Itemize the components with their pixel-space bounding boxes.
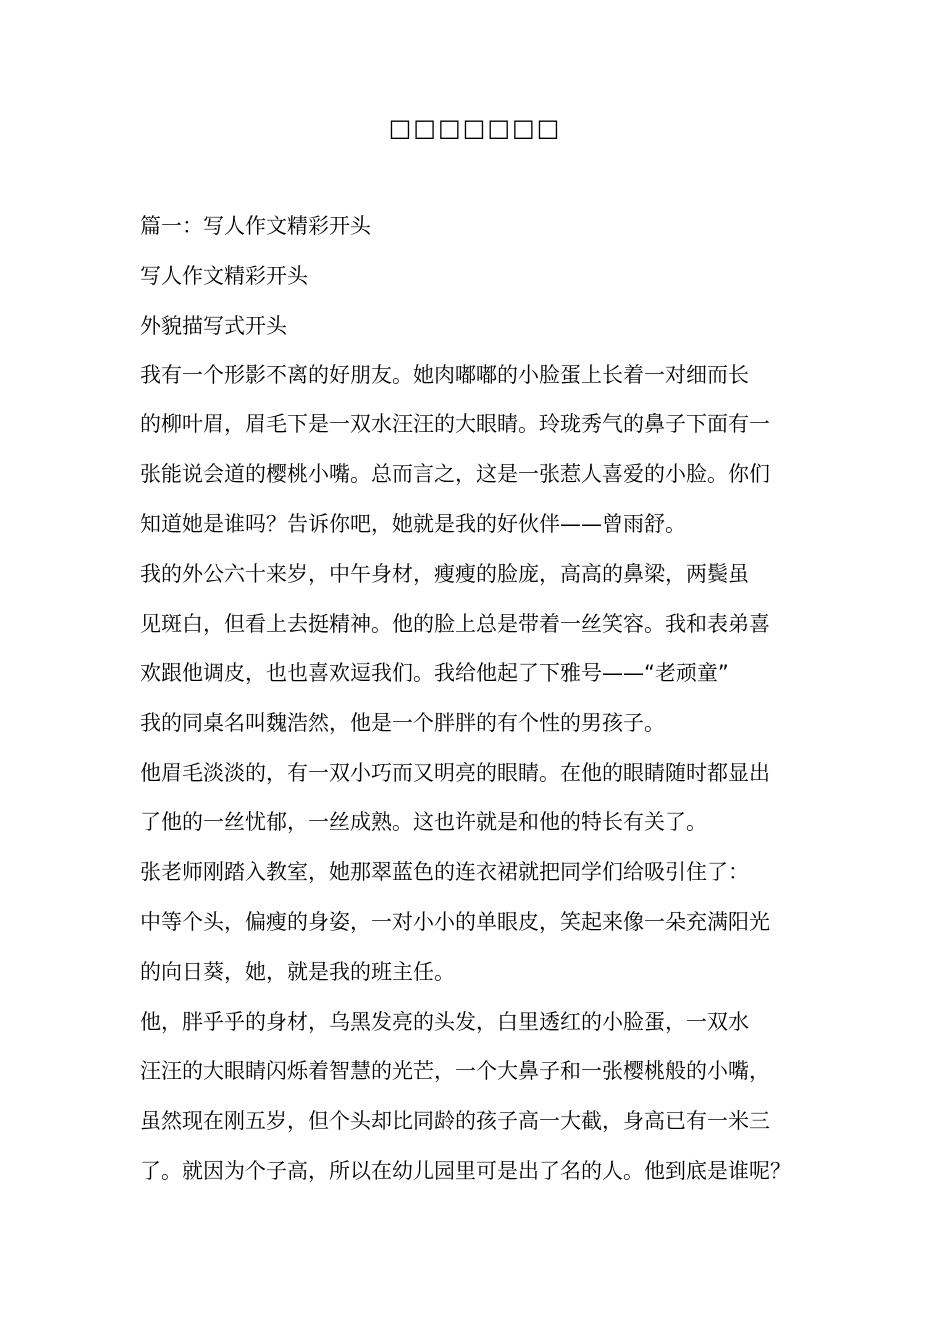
paragraph-line: 了他的一丝忧郁，一丝成熟。这也许就是和他的特长有关了。 [140, 810, 707, 834]
paragraph-line: 的柳叶眉，眉毛下是一双水汪汪的大眼睛。玲珑秀气的鼻子下面有一 [140, 412, 770, 436]
paragraph-line: 见斑白，但看上去挺精神。他的脸上总是带着一丝笑容。我和表弟喜 [140, 612, 770, 636]
paragraph-line: 他，胖乎乎的身材，乌黑发亮的头发，白里透红的小脸蛋，一双水 [140, 1010, 749, 1034]
paragraph-line: 了。就因为个子高，所以在幼儿园里可是出了名的人。他到底是谁呢？ [140, 1159, 791, 1183]
subheading: 外貌描写式开头 [140, 314, 287, 338]
paragraph-line: 中等个头，偏瘦的身姿，一对小小的单眼皮，笑起来像一朵充满阳光 [140, 910, 770, 934]
paragraph-line: 张能说会道的樱桃小嘴。总而言之，这是一张惹人喜爱的小脸。你们 [140, 462, 770, 486]
document-title: □□□□□□□ [388, 114, 562, 142]
paragraph-line: 虽然现在刚五岁，但个头却比同龄的孩子高一大截，身高已有一米三 [140, 1109, 770, 1133]
paragraph-line: 知道她是谁吗？告诉你吧，她就是我的好伙伴——曾雨舒。 [140, 512, 686, 536]
paragraph-line: 欢跟他调皮，也也喜欢逗我们。我给他起了下雅号——“老顽童” [140, 661, 729, 685]
subheading: 写人作文精彩开头 [140, 264, 308, 288]
paragraph-line: 汪汪的大眼睛闪烁着智慧的光芒，一个大鼻子和一张樱桃般的小嘴， [140, 1059, 770, 1083]
paragraph-line: 张老师刚踏入教室，她那翠蓝色的连衣裙就把同学们给吸引住了： [140, 860, 749, 884]
paragraph-line: 我有一个形影不离的好朋友。她肉嘟嘟的小脸蛋上长着一对细而长 [140, 363, 749, 387]
paragraph-line: 我的外公六十来岁，中午身材，瘦瘦的脸庞，高高的鼻梁，两鬓虽 [140, 562, 749, 586]
paragraph-line: 的向日葵，她，就是我的班主任。 [140, 960, 455, 984]
section-heading: 篇一：写人作文精彩开头 [140, 214, 371, 238]
paragraph-line: 他眉毛淡淡的，有一双小巧而又明亮的眼睛。在他的眼睛随时都显出 [140, 761, 770, 785]
paragraph-line: 我的同桌名叫魏浩然，他是一个胖胖的有个性的男孩子。 [140, 711, 665, 735]
